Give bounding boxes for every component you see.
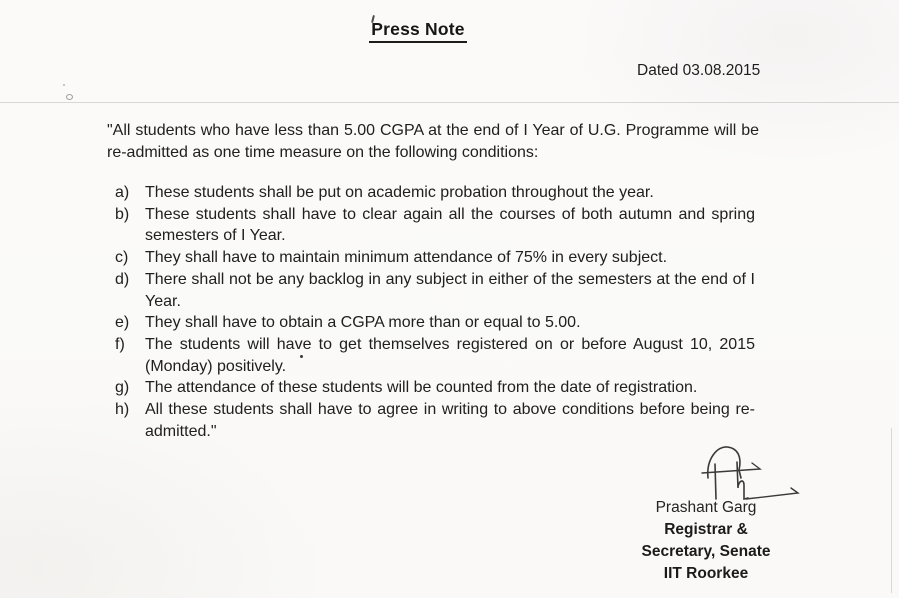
condition-item [115, 269, 775, 312]
condition-label: f) [115, 335, 125, 353]
scan-edge-line [891, 428, 892, 593]
signature-block [630, 497, 782, 585]
condition-label: d) [115, 270, 130, 288]
condition-label: a) [115, 184, 130, 201]
condition-label: g) [115, 379, 130, 397]
condition-item [115, 377, 775, 399]
signatory-title-line-2: Secretary, Senate [641, 543, 771, 560]
condition-text: These students shall be put on academic probation throughout the year. [145, 184, 654, 201]
condition-text: The attendance of these students will be counted from the date of registration. [145, 379, 698, 397]
condition-item [115, 182, 775, 204]
condition-text: There shall not be any backlog in any subject in either of the semesters at the end of I Year. [145, 270, 755, 310]
intro-paragraph: "All students who have less than 5.00 CGPA at the end of I Year of U.G. Programme will be re-admitted as one time measure on the following conditions: [107, 122, 759, 161]
condition-item [115, 204, 775, 247]
date-line: Dated 03.08.2015 [637, 62, 761, 79]
scan-line-artifact [0, 102, 899, 103]
title-row [0, 19, 836, 43]
signatory-title-line-3: IIT Roorkee [663, 565, 749, 582]
condition-text: They shall have to obtain a CGPA more than or equal to 5.00. [145, 314, 581, 332]
conditions-list [115, 182, 775, 442]
condition-text: They shall have to maintain minimum attendance of 75% in every subject. [145, 249, 668, 267]
condition-item [115, 312, 775, 334]
condition-text: All these students shall have to agree in writing to above conditions before being re-admitted." [145, 401, 755, 440]
condition-label: c) [115, 249, 129, 267]
condition-text: These students shall have to clear again all the courses of both autumn and spring semesters of I Year. [145, 205, 755, 245]
page-title: Press Note [369, 19, 466, 43]
condition-item [115, 247, 775, 269]
condition-item [115, 399, 775, 442]
signature-scribble-icon [696, 442, 804, 504]
signatory-title-line-1: Registrar & [664, 521, 748, 538]
scan-speck-dot [63, 84, 65, 86]
scan-speck-circle [66, 94, 73, 100]
condition-label: e) [115, 314, 130, 332]
condition-text: The students will have to get themselves registered on or before August 10, 2015 (Monday) positively. [145, 335, 755, 375]
condition-label: h) [115, 401, 130, 419]
signatory-name: Prashant Garg [655, 499, 757, 516]
condition-item [115, 334, 775, 377]
condition-label: b) [115, 205, 130, 223]
